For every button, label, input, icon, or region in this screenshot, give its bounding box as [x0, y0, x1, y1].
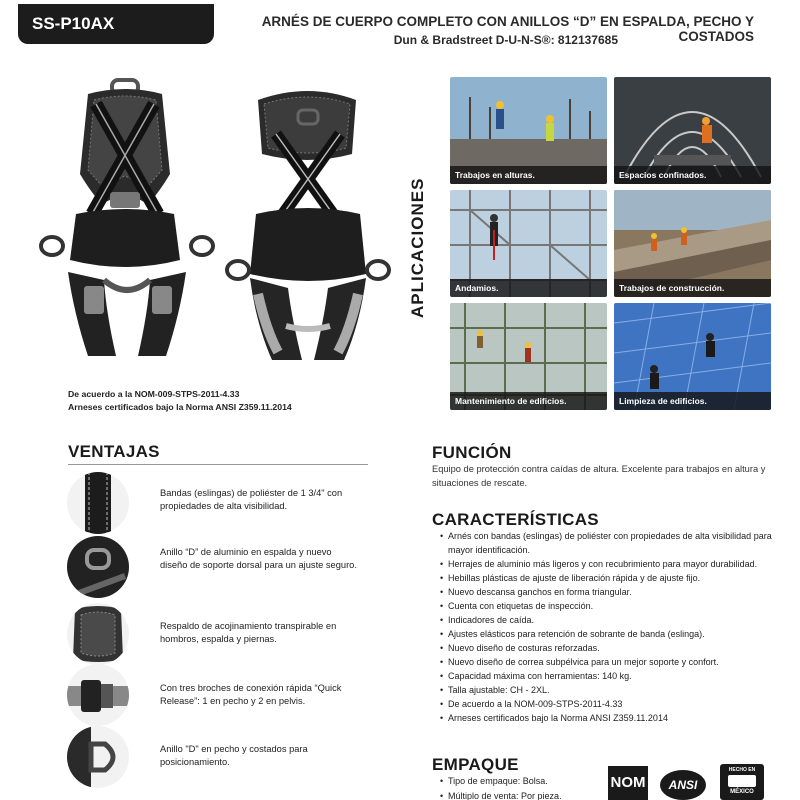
- list-item: • Tipo de empaque: Bolsa.: [440, 774, 562, 789]
- advantage-text: Bandas (eslingas) de poliéster de 1 3/4" con propiedades de alta visibilidad.: [160, 488, 343, 511]
- list-item: • Indicadores de caída.: [440, 613, 780, 627]
- app-caption: Andamios.: [450, 279, 607, 297]
- list-item: • Nuevo diseño de correa subpélvica para un mejor soporte y confort.: [440, 655, 780, 669]
- app-caption: Trabajos de construcción.: [614, 279, 771, 297]
- duns-number: Dun & Bradstreet D-U-N-S®: 812137685: [393, 33, 618, 47]
- list-item: • Arneses certificados bajo la Norma ANSI Z359.11.2014: [440, 711, 780, 725]
- model-code: SS-P10AX: [18, 4, 214, 44]
- cert-line-nom: De acuerdo a la NOM-009-STPS-2011-4.33: [68, 389, 240, 399]
- applications-label: APLICACIONES: [408, 177, 427, 318]
- padding-icon: [67, 603, 129, 665]
- harness-back-image: [216, 74, 406, 374]
- function-text: Equipo de protección contra caídas de altura. Excelente para trabajos en altura y situaciones de rescate.: [432, 464, 766, 488]
- list-item: • Arnés con bandas (eslingas) de poliéster con propiedades de alta visibilidad para mayor identificación.: [440, 529, 780, 557]
- cert-line-ansi: Arneses certificados bajo la Norma ANSI Z359.11.2014: [68, 401, 292, 412]
- app-photo-confined: [614, 77, 771, 184]
- app-caption: Espacios confinados.: [614, 166, 771, 184]
- advantage-text: Anillo "D" en pecho y costados para posicionamiento.: [160, 744, 308, 767]
- made-in-mexico-logo: HECHO EN MÉXICO: [720, 764, 764, 800]
- function-title: FUNCIÓN: [432, 443, 512, 462]
- list-item: • Herrajes de aluminio más ligeros y con recubrimiento para mayor durabilidad.: [440, 557, 780, 571]
- list-item: • De acuerdo a la NOM-009-STPS-2011-4.33: [440, 697, 780, 711]
- app-photo-cleaning: [614, 303, 771, 410]
- certification-notes: [68, 388, 292, 413]
- app-photo-heights: [450, 77, 607, 184]
- packaging-title: EMPAQUE: [432, 755, 519, 774]
- app-caption: Limpieza de edificios.: [614, 392, 771, 410]
- quick-release-buckle-icon: [67, 664, 129, 726]
- harness-front-image: [38, 74, 228, 374]
- app-caption: Trabajos en alturas.: [450, 166, 607, 184]
- nom-logo: NOM: [608, 766, 648, 800]
- advantage-text: Respaldo de acojinamiento transpirable en hombros, espalda y piernas.: [160, 621, 337, 644]
- advantage-text: Con tres broches de conexión rápida “Quick Release”: 1 en pecho y 2 en pelvis.: [160, 683, 342, 706]
- list-item: • Nuevo descansa ganchos en forma triangular.: [440, 585, 780, 599]
- app-caption: Mantenimiento de edificios.: [450, 392, 607, 410]
- app-photo-scaffolds: [450, 190, 607, 297]
- app-photo-maintenance: [450, 303, 607, 410]
- webbing-icon: [67, 472, 129, 534]
- product-title: ARNÉS DE CUERPO COMPLETO CON ANILLOS “D” EN ESPALDA, PECHO Y COSTADOS: [261, 14, 754, 44]
- advantage-text: Anillo “D” de aluminio en espalda y nuevo diseño de soporte dorsal para un ajuste seguro.: [160, 547, 357, 570]
- d-ring-chest-icon: [67, 726, 129, 788]
- ansi-logo: ANSI: [660, 770, 706, 800]
- advantages-title: VENTAJAS: [68, 442, 160, 461]
- list-item: • Cuenta con etiquetas de inspección.: [440, 599, 780, 613]
- app-photo-construction: [614, 190, 771, 297]
- packaging-list: [440, 774, 562, 800]
- list-item: • Hebillas plásticas de ajuste de liberación rápida y de ajuste fijo.: [440, 571, 780, 585]
- advantages-divider: [68, 464, 368, 465]
- list-item: • Múltiplo de venta: Por pieza.: [440, 789, 562, 800]
- characteristics-title: CARACTERÍSTICAS: [432, 510, 599, 529]
- list-item: • Talla ajustable: CH - 2XL.: [440, 683, 780, 697]
- list-item: • Capacidad máxima con herramientas: 140 kg.: [440, 669, 780, 683]
- characteristics-list: [440, 529, 780, 725]
- list-item: • Nuevo diseño de costuras reforzadas.: [440, 641, 780, 655]
- list-item: • Ajustes elásticos para retención de sobrante de banda (eslinga).: [440, 627, 780, 641]
- d-ring-back-icon: [67, 536, 129, 598]
